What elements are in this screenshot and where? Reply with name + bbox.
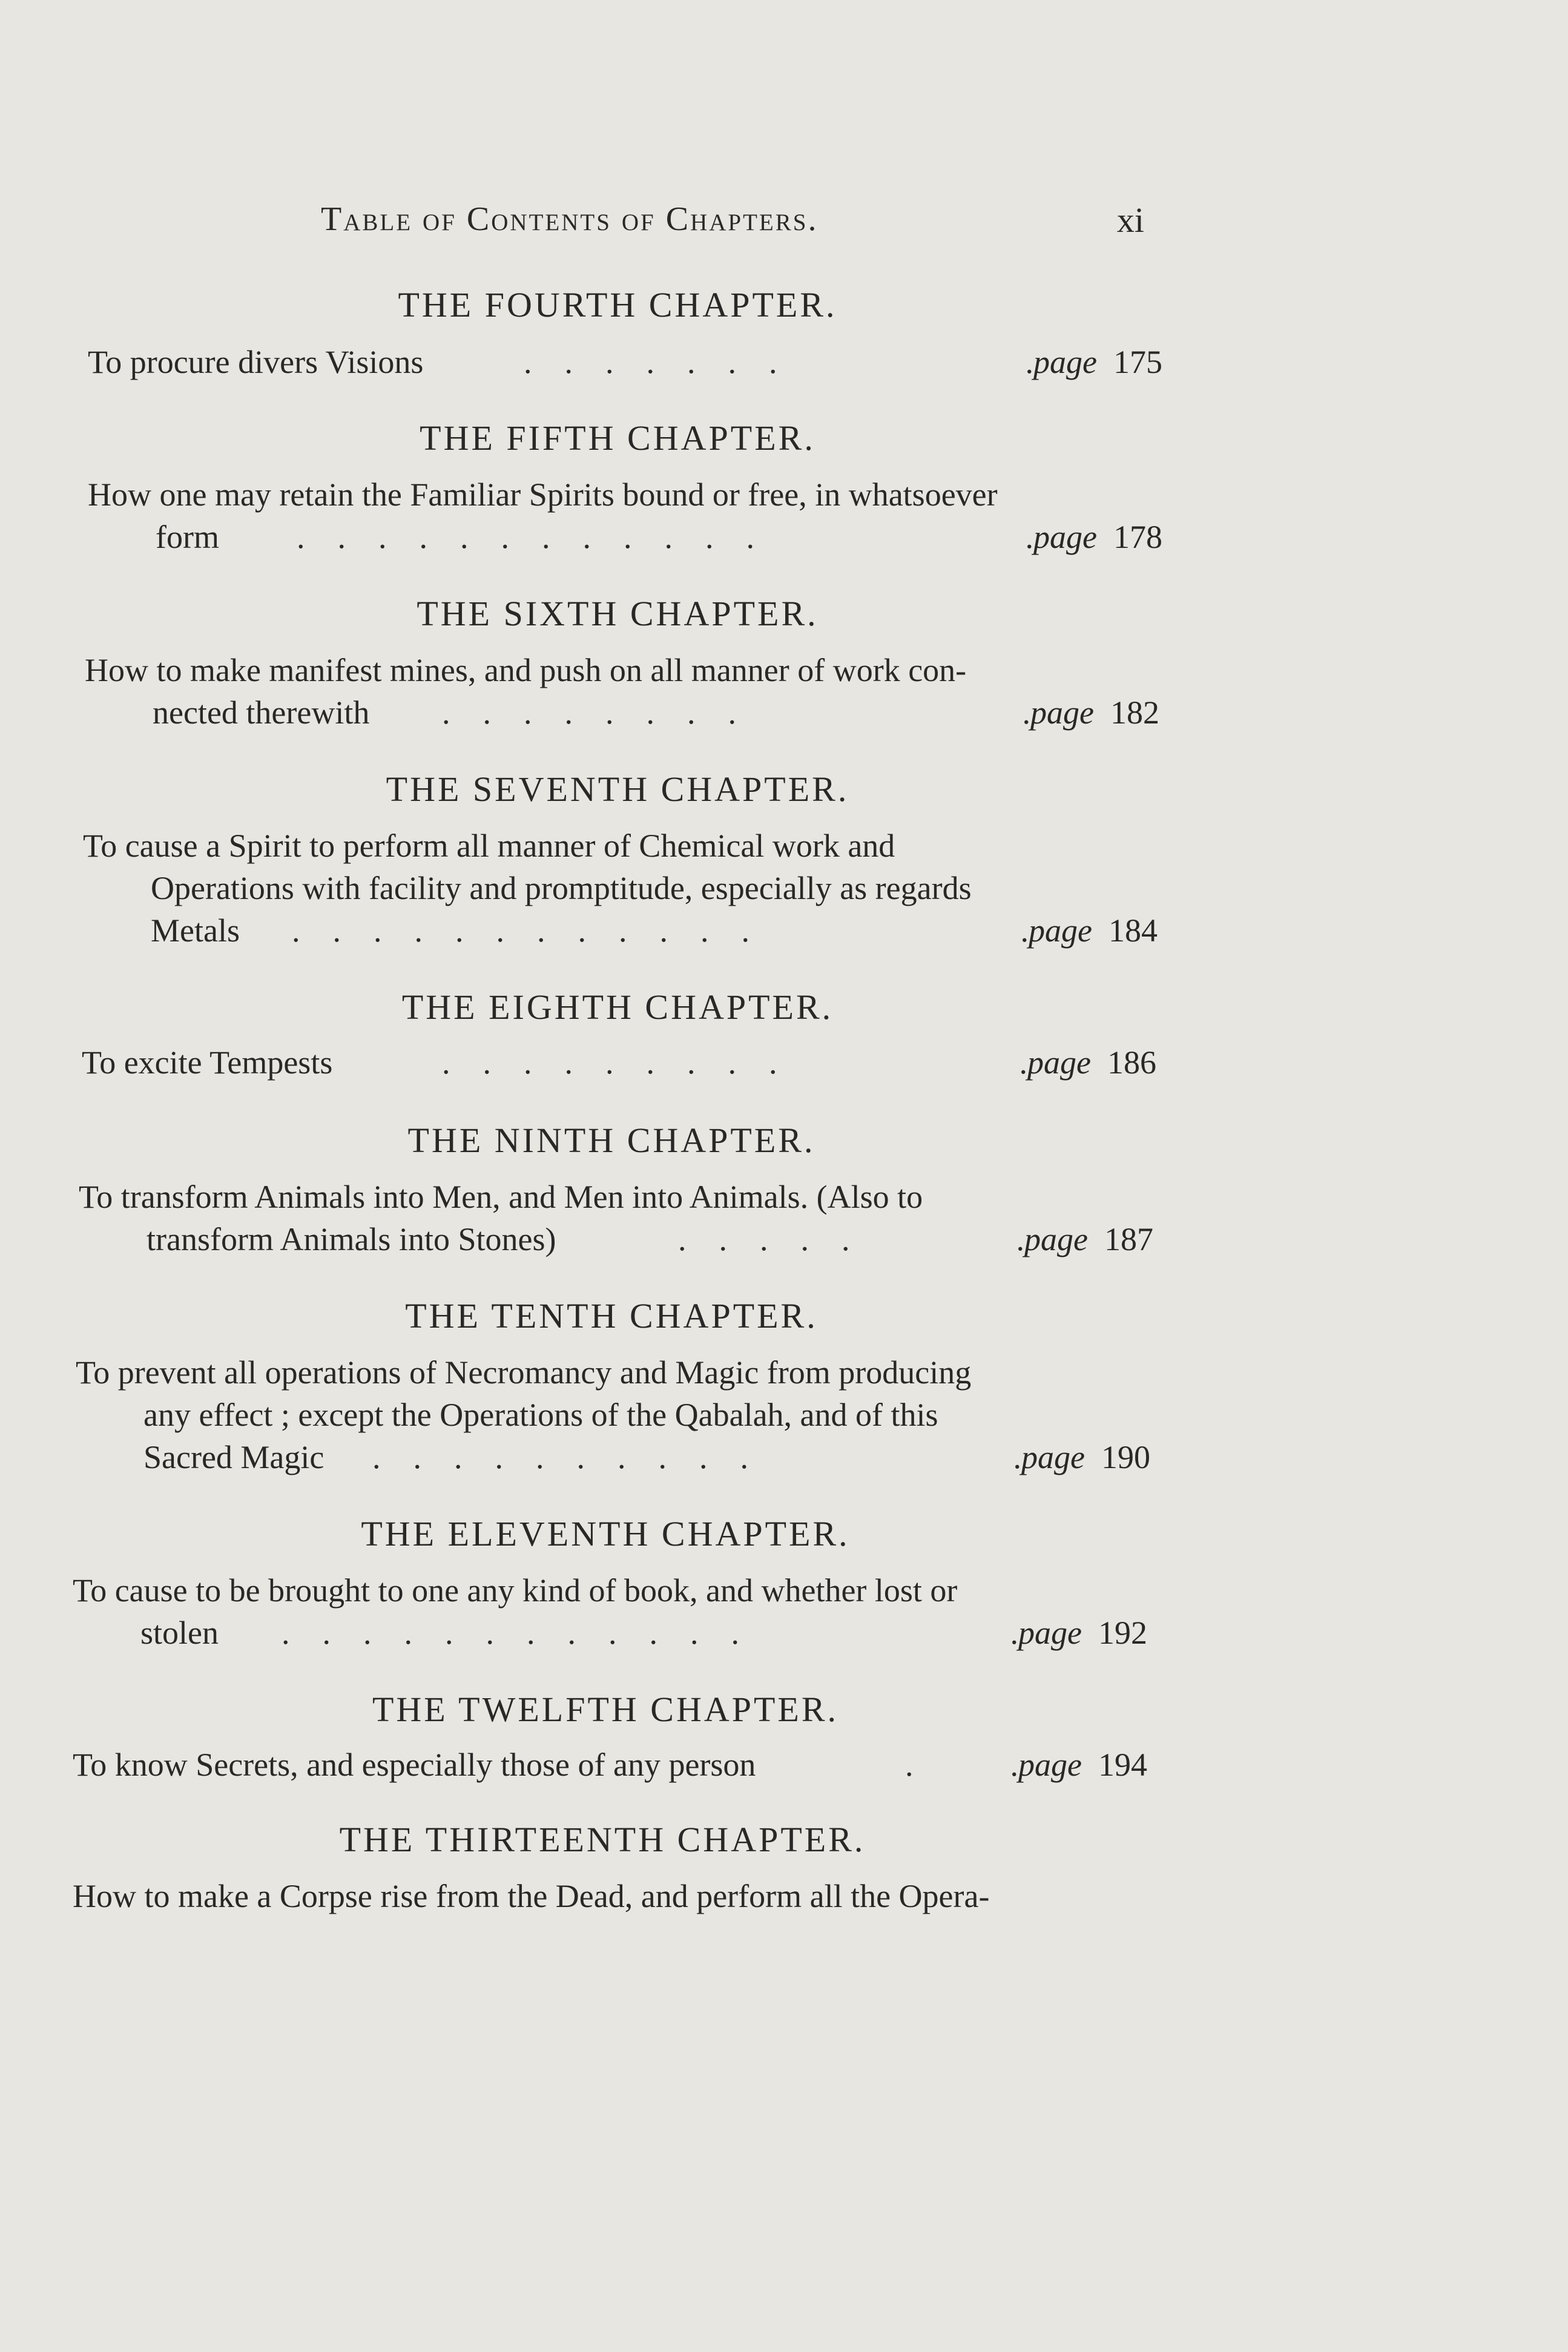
dot-leader: . . . . . . . . . . . . bbox=[282, 1615, 739, 1651]
toc-entry[interactable] bbox=[73, 1569, 1147, 1654]
entry-text: form bbox=[156, 519, 219, 555]
toc-entry[interactable] bbox=[85, 649, 1159, 734]
entry-text: Sacred Magic bbox=[143, 1439, 324, 1475]
entry-text: nected therewith bbox=[153, 694, 370, 731]
entry-text: Operations with facility and promptitude, especially as regards bbox=[151, 870, 972, 906]
entry-text: To excite Tempests bbox=[82, 1044, 333, 1081]
dot-leader: . . . . . . . bbox=[524, 344, 777, 380]
chapter-heading: THE NINTH CHAPTER. bbox=[407, 1121, 815, 1160]
entry-text: How to make manifest mines, and push on all manner of work con- bbox=[85, 652, 967, 688]
page-ref: .page 194 bbox=[1010, 1747, 1147, 1783]
chapter-heading: THE TENTH CHAPTER. bbox=[405, 1296, 818, 1336]
entry-text: stolen bbox=[140, 1615, 219, 1651]
toc-entry[interactable] bbox=[73, 1744, 1147, 1786]
entry-text: To prevent all operations of Necromancy and Magic from producing bbox=[76, 1354, 972, 1391]
entry-text: How to make a Corpse rise from the Dead, and perform all the Opera- bbox=[73, 1878, 990, 1914]
toc-entry[interactable] bbox=[76, 1351, 1150, 1478]
entry-text: transform Animals into Stones) bbox=[147, 1221, 556, 1257]
running-header bbox=[321, 200, 1144, 248]
dot-leader: . bbox=[905, 1747, 914, 1783]
page-ref: .page 186 bbox=[1019, 1044, 1156, 1081]
dot-leader: . . . . . . . . . . . . bbox=[292, 912, 749, 949]
entry-text: To cause to be brought to one any kind of book, and whether lost or bbox=[73, 1572, 958, 1609]
chapter-heading: THE ELEVENTH CHAPTER. bbox=[361, 1514, 850, 1553]
chapter-heading: THE EIGHTH CHAPTER. bbox=[401, 987, 834, 1027]
entry-text: How one may retain the Familiar Spirits bound or free, in whatsoever bbox=[88, 476, 998, 513]
toc-entry[interactable] bbox=[88, 473, 1162, 558]
page-ref: .page 184 bbox=[1020, 912, 1158, 949]
page-ref: .page 192 bbox=[1010, 1615, 1147, 1651]
toc-entry[interactable] bbox=[82, 1041, 1156, 1084]
entry-text: To transform Animals into Men, and Men into Animals. (Also to bbox=[79, 1179, 923, 1215]
chapter-heading: THE TWELFTH CHAPTER. bbox=[372, 1690, 839, 1729]
toc-entry[interactable] bbox=[79, 1176, 1153, 1260]
entry-text: To cause a Spirit to perform all manner of Chemical work and bbox=[83, 828, 895, 864]
page-ref: .page 190 bbox=[1013, 1439, 1150, 1475]
dot-leader: . . . . . bbox=[678, 1221, 850, 1257]
page-ref: .page 175 bbox=[1025, 344, 1162, 380]
toc-entry[interactable] bbox=[88, 341, 1162, 383]
toc-entry[interactable] bbox=[73, 1875, 1126, 1917]
entry-text: To procure divers Visions bbox=[88, 344, 424, 380]
folio-number: xi bbox=[1116, 200, 1144, 240]
chapter-heading: THE FIFTH CHAPTER. bbox=[420, 418, 815, 458]
toc-entry[interactable] bbox=[83, 825, 1158, 952]
entry-text: any effect ; except the Operations of the Qabalah, and of this bbox=[143, 1397, 938, 1433]
chapter-heading: THE SIXTH CHAPTER. bbox=[417, 594, 819, 633]
chapter-heading: THE SEVENTH CHAPTER. bbox=[386, 769, 849, 809]
chapter-heading: THE THIRTEENTH CHAPTER. bbox=[339, 1820, 866, 1859]
dot-leader: . . . . . . . . . bbox=[442, 1044, 777, 1081]
page-ref: .page 187 bbox=[1016, 1221, 1153, 1257]
dot-leader: . . . . . . . . bbox=[442, 694, 736, 731]
dot-leader: . . . . . . . . . . . . bbox=[297, 519, 754, 555]
entry-text: To know Secrets, and especially those of any person bbox=[73, 1747, 756, 1783]
page-ref: .page 182 bbox=[1022, 694, 1159, 731]
running-title: Table of Contents of Chapters. bbox=[321, 200, 819, 238]
dot-leader: . . . . . . . . . . bbox=[372, 1439, 748, 1475]
entry-text: Metals bbox=[151, 912, 240, 949]
page-ref: .page 178 bbox=[1025, 519, 1162, 555]
chapter-heading: THE FOURTH CHAPTER. bbox=[398, 285, 837, 324]
